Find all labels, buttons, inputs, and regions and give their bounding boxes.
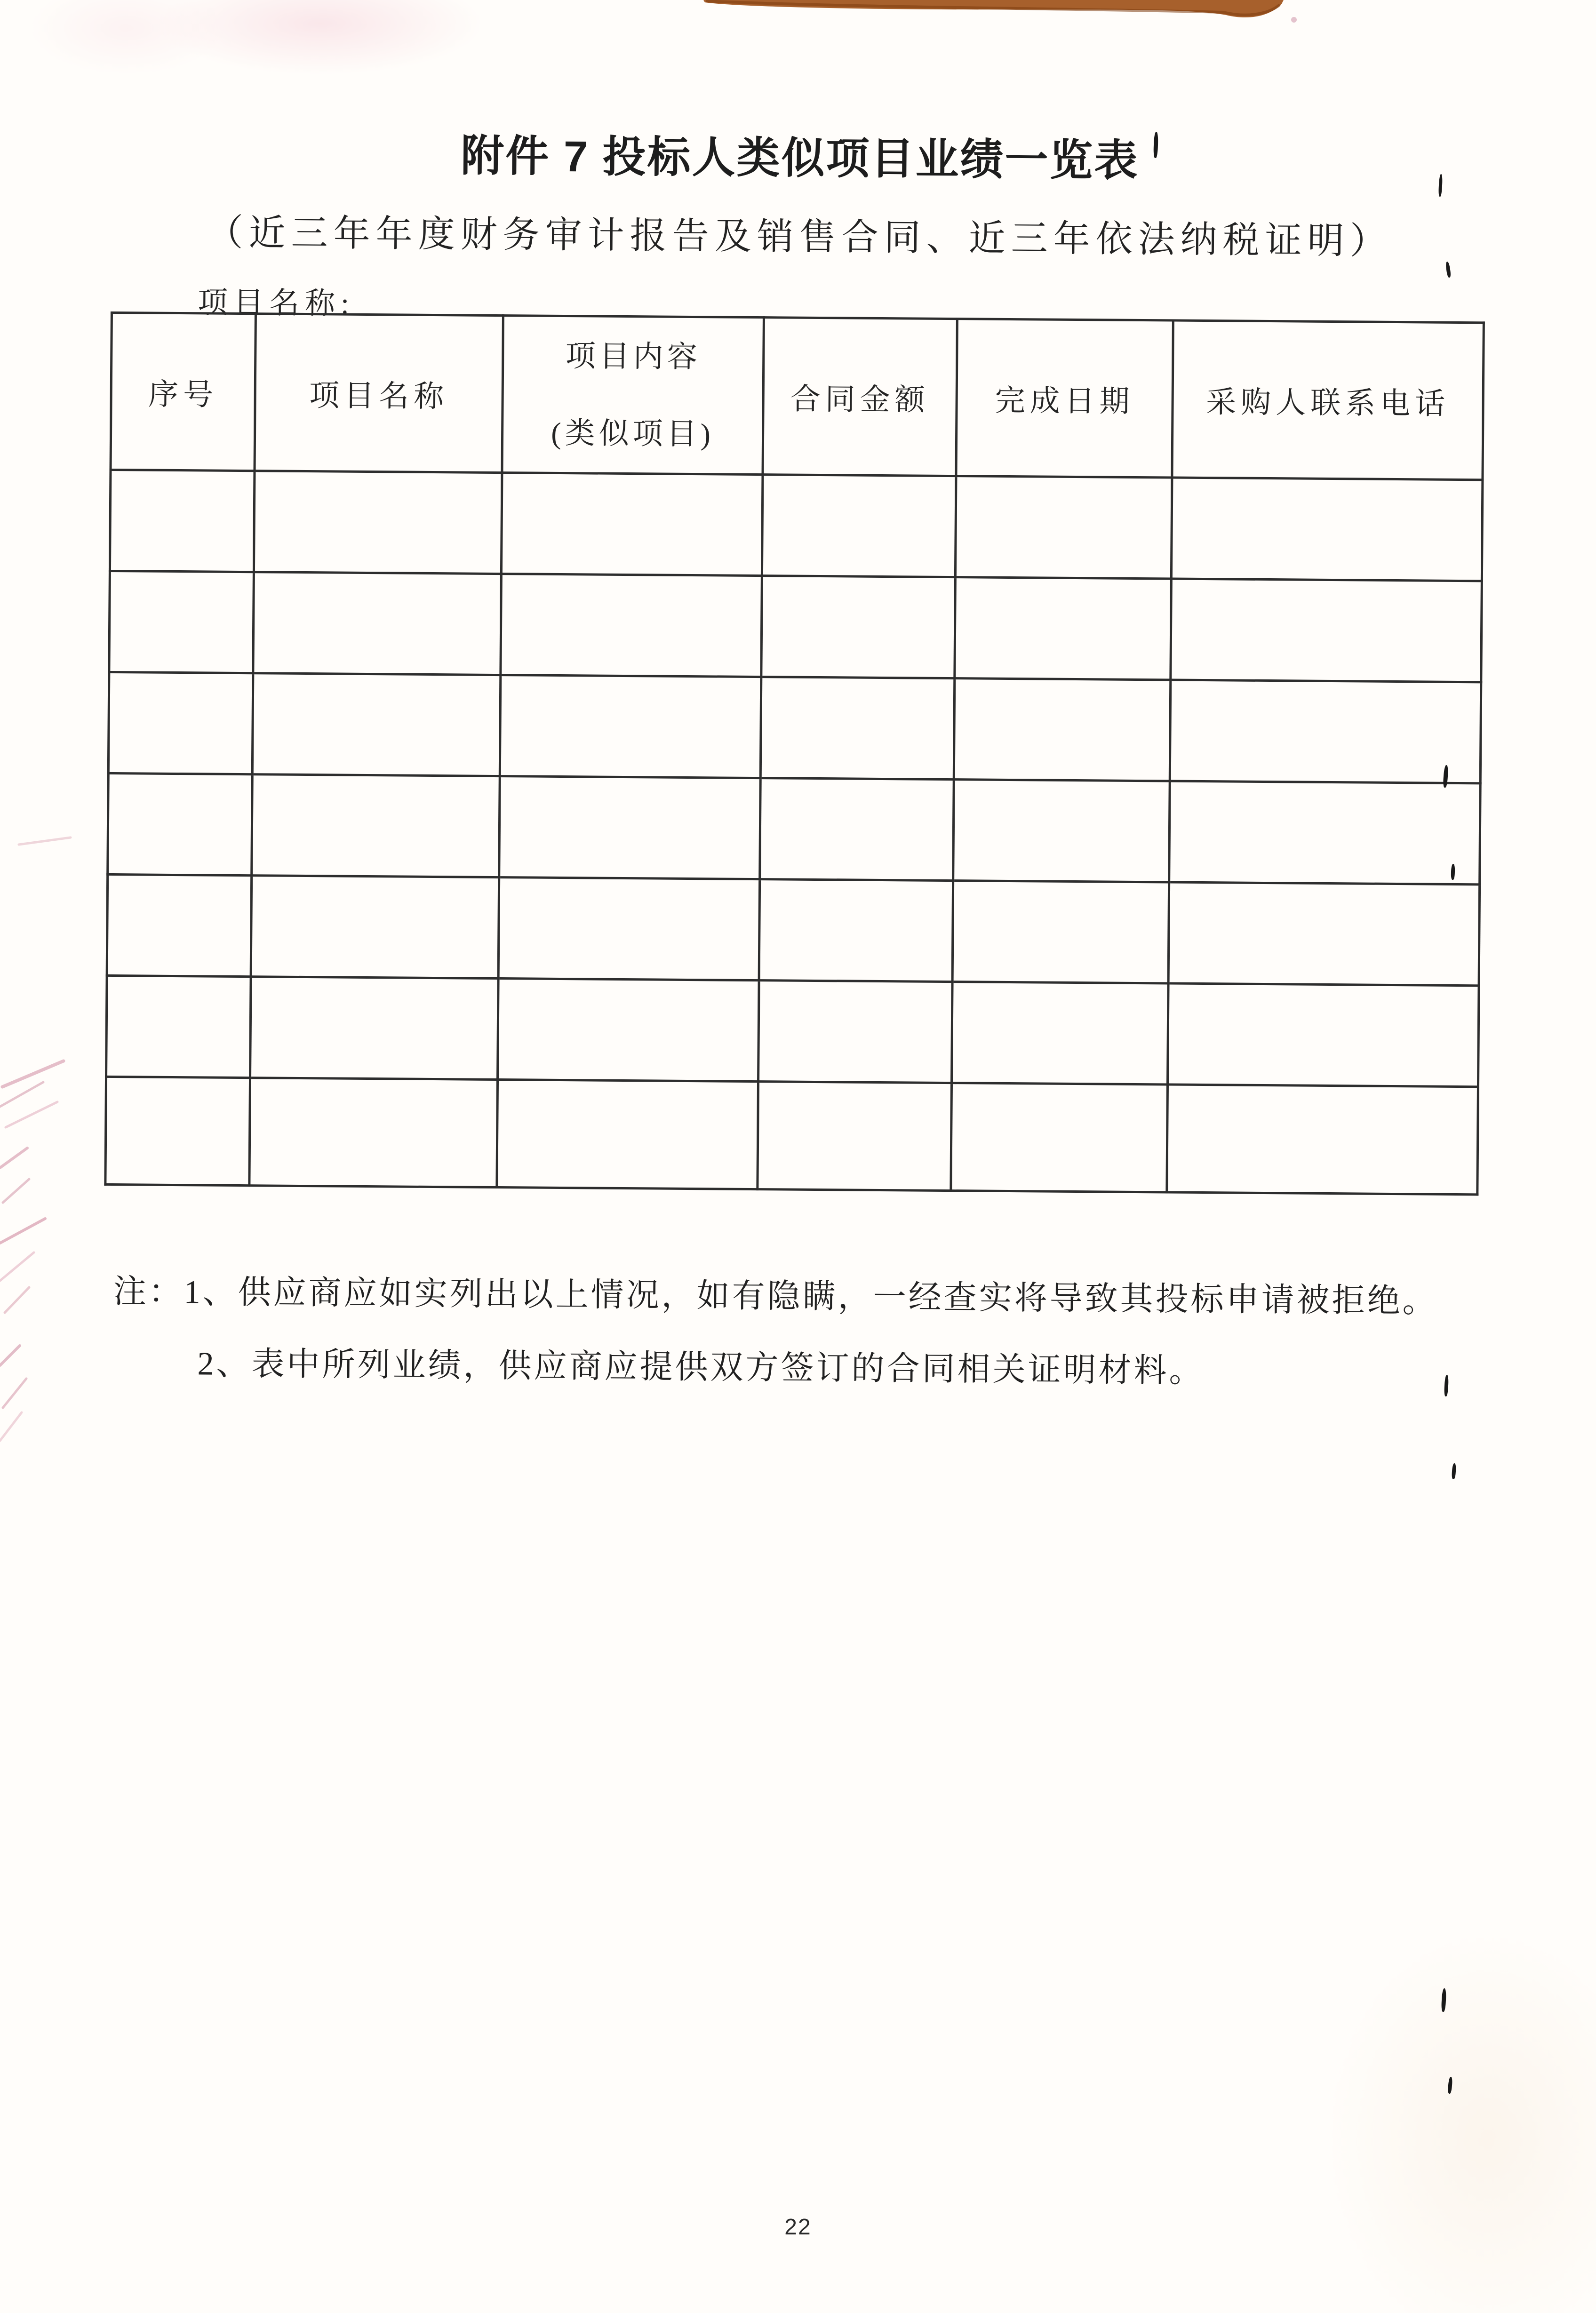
table-cell — [1170, 680, 1481, 783]
table-cell — [109, 571, 254, 673]
table-cell — [955, 577, 1172, 680]
table-cell — [105, 1077, 250, 1185]
table-cell — [1168, 983, 1479, 1087]
table-row — [105, 1077, 1478, 1194]
page-number: 22 — [784, 2215, 812, 2240]
table-body — [105, 470, 1483, 1194]
table-cell — [250, 977, 499, 1080]
table-cell — [252, 774, 500, 877]
table-cell — [955, 476, 1172, 579]
table-cell — [501, 473, 763, 576]
table-cell — [1171, 579, 1482, 682]
table-cell — [758, 981, 953, 1083]
table-cell — [759, 879, 953, 982]
table-cell — [762, 475, 956, 577]
table-cell — [498, 877, 760, 981]
column-header-contract-amount: 合同金额 — [763, 318, 957, 476]
page-subtitle: （近三年年度财务审计报告及销售合同、近三年依法纳税证明） — [206, 212, 1392, 262]
table-cell — [253, 572, 502, 675]
column-header-project-content: 项目内容(类似项目) — [502, 316, 764, 475]
table-cell — [760, 778, 954, 881]
table-cell — [952, 982, 1169, 1085]
table-cell — [951, 1083, 1168, 1192]
page-title: 附件 7 投标人类似项目业绩一览表 — [460, 132, 1139, 185]
table-row — [106, 975, 1479, 1086]
table-cell — [761, 576, 956, 678]
table-row — [110, 470, 1482, 581]
table-cell — [254, 471, 502, 574]
table-cell — [954, 678, 1171, 781]
note-line-2: 2、表中所列业绩，供应商应提供双方签订的合同相关证明材料。 — [197, 1346, 1205, 1390]
table-cell — [249, 1078, 498, 1188]
note-line-1: 注：1、供应商应如实列出以上情况，如有隐瞒，一经查实将导致其投标申请被拒绝。 — [113, 1274, 1438, 1320]
table-cell — [760, 677, 955, 780]
performance-table — [104, 311, 1485, 1196]
table-cell — [251, 876, 499, 979]
table-cell — [501, 574, 762, 677]
table-cell — [1168, 882, 1480, 986]
table-cell — [107, 874, 252, 976]
table-row — [108, 672, 1481, 783]
table-cell — [499, 776, 761, 879]
project-name-label: 项目名称: — [197, 286, 355, 320]
table-row — [109, 571, 1482, 682]
table-cell — [497, 1080, 758, 1189]
column-header-project-name: 项目名称 — [255, 314, 503, 473]
column-header-index: 序号 — [111, 312, 255, 471]
table-cell — [1171, 478, 1483, 581]
table-cell — [758, 1082, 952, 1191]
table-cell — [952, 881, 1169, 983]
table-row — [108, 773, 1480, 884]
table-cell — [953, 780, 1170, 882]
column-header-purchaser-phone: 采购人联系电话 — [1172, 320, 1484, 480]
table-header-row — [111, 312, 1484, 479]
table-cell — [110, 470, 255, 572]
table-cell — [1169, 781, 1481, 885]
table-cell — [108, 672, 253, 774]
table-cell — [498, 979, 759, 1082]
table-cell — [500, 675, 761, 778]
column-header-completion-date: 完成日期 — [956, 319, 1173, 478]
table-row — [107, 874, 1479, 985]
table-cell — [1167, 1085, 1478, 1195]
table-cell — [108, 773, 253, 875]
table-cell — [252, 673, 501, 776]
table-cell — [106, 975, 251, 1077]
table-header — [111, 312, 1484, 479]
